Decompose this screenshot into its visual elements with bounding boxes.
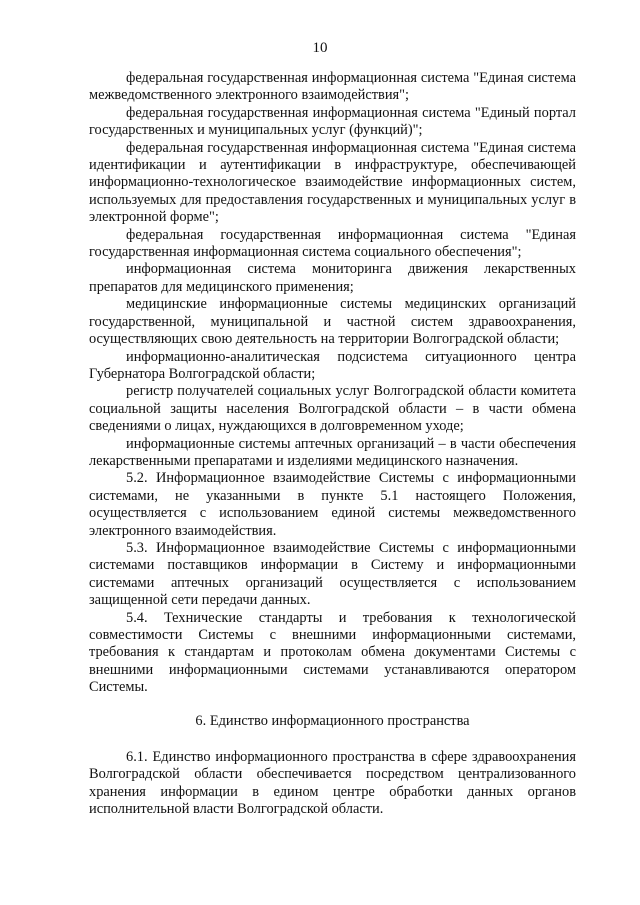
paragraph-social-register: регистр получателей социальных услуг Волгоградской области комитета социальной защиты населения Волгоградской области – в части обмена сведениями о лицах, нуждающихся в долговременном уходе; (89, 383, 576, 435)
paragraph-drug-monitoring: информационная система мониторинга движения лекарственных препаратов для медицинского применения; (89, 261, 576, 295)
paragraph-6-1: 6.1. Единство информационного пространства в сфере здравоохранения Волгоградской области обеспечивается посредством централизованного хранения информации в едином центре обработки данных органов исполнительной власти Волгоградской области. (89, 749, 576, 818)
paragraph-5-3: 5.3. Информационное взаимодействие Системы с информационными системами поставщиков информации в Систему и информационными системами аптечных организаций осуществляется с использованием защищенной сети передачи данных. (89, 539, 576, 609)
paragraph-federal-smev: федеральная государственная информационная система "Единая система межведомственного электронного взаимодействия"; (89, 70, 576, 104)
paragraph-medical-info-systems: медицинские информационные системы медицинских организаций государственной, муниципальной и частной систем здравоохранения, осуществляющих свою деятельность на территории Волгоградской области; (89, 296, 576, 348)
paragraph-federal-epgu: федеральная государственная информационная система "Единый портал государственных и муниципальных услуг (функций)"; (89, 104, 576, 139)
paragraph-5-2: 5.2. Информационное взаимодействие Системы с информационными системами, не указанными в пункте 5.1 настоящего Положения, осуществляется с использованием единой системы межведомственного электронного взаимодействия. (89, 470, 576, 539)
paragraph-situation-center: информационно-аналитическая подсистема ситуационного центра Губернатора Волгоградской области; (89, 348, 576, 382)
paragraph-5-4: 5.4. Технические стандарты и требования к технологической совместимости Системы с внешними информационными системами, требования к стандартам и протоколам обмена документами Системы с внешними информационными системами устанавливаются оператором Системы. (89, 609, 576, 696)
section-heading: 6. Единство информационного пространства (195, 712, 470, 729)
paragraph-pharmacy-systems: информационные системы аптечных организаций – в части обеспечения лекарственными препаратами и изделиями медицинского назначения. (89, 435, 576, 469)
paragraph-federal-egisso: федеральная государственная информационная система "Единая государственная информационная система социального обеспечения"; (89, 226, 576, 261)
page-number: 10 (312, 40, 328, 56)
document-body (89, 70, 576, 819)
paragraph-federal-esia: федеральная государственная информационная система "Единая система идентификации и аутентификации в инфраструктуре, обеспечивающей информационно-технологическое взаимодействие информационных систем, используемых для предоставления государственных и муниципальных услуг в электронной форме"; (89, 139, 576, 226)
